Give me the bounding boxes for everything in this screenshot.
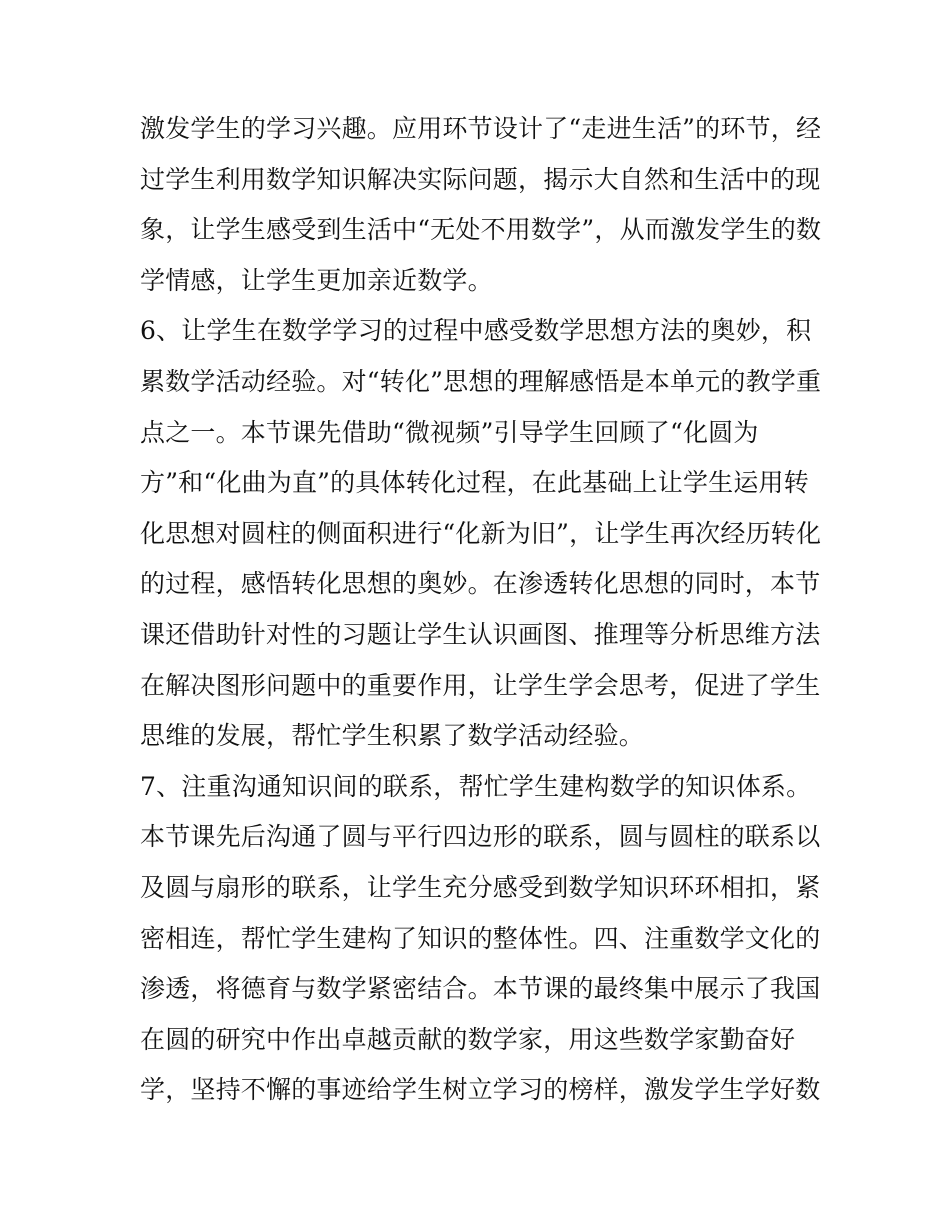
text-line-12: 在解决图形问题中的重要作用，让学生学会思考，促进了学生: [140, 670, 821, 700]
text-line-1: 激发学生的学习兴趣。应用环节设计了“走进生活”的环节，经: [140, 114, 822, 143]
text-line-5: 6、让学生在数学学习的过程中感受数学思想方法的奥妙，积: [140, 316, 812, 346]
document-text-body: [140, 104, 820, 1116]
text-line-11: 课还借助针对性的习题让学生认识画图、推理等分析思维方法: [140, 619, 821, 649]
text-line-20: 学，坚持不懈的事迹给学生树立学习的榜样，激发学生学好数: [140, 1075, 821, 1105]
text-line-19: 在圆的研究中作出卓越贡献的数学家，用这些数学家勤奋好: [140, 1024, 796, 1054]
text-line-4: 学情感，让学生更加亲近数学。: [140, 265, 493, 295]
text-line-17: 密相连，帮忙学生建构了知识的整体性。四、注重数学文化的: [140, 923, 821, 953]
text-line-3: 象，让学生感受到生活中“无处不用数学”，从而激发学生的数: [140, 215, 822, 245]
text-line-8: 方”和“化曲为直”的具体转化过程，在此基础上让学生运用转: [140, 468, 809, 498]
text-line-9: 化思想对圆柱的侧面积进行“化新为旧”，让学生再次经历转化: [140, 518, 822, 548]
text-line-18: 渗透，将德育与数学紧密结合。本节课的最终集中展示了我国: [140, 974, 821, 1004]
text-line-10: 的过程，感悟转化思想的奥妙。在渗透转化思想的同时，本节: [140, 569, 821, 599]
text-line-7: 点之一。本节课先借助“微视频”引导学生回顾了“化圆为: [140, 417, 759, 447]
text-line-13: 思维的发展，帮忙学生积累了数学活动经验。: [140, 721, 645, 751]
text-line-2: 过学生利用数学知识解决实际问题，揭示大自然和生活中的现: [140, 164, 821, 194]
text-line-6: 累数学活动经验。对“转化”思想的理解感悟是本单元的教学重: [140, 366, 822, 396]
text-line-16: 及圆与扇形的联系，让学生充分感受到数学知识环环相扣，紧: [140, 872, 821, 902]
text-line-14: 7、注重沟通知识间的联系，帮忙学生建构数学的知识体系。: [140, 771, 812, 801]
text-line-15: 本节课先后沟通了圆与平行四边形的联系，圆与圆柱的联系以: [140, 822, 821, 852]
